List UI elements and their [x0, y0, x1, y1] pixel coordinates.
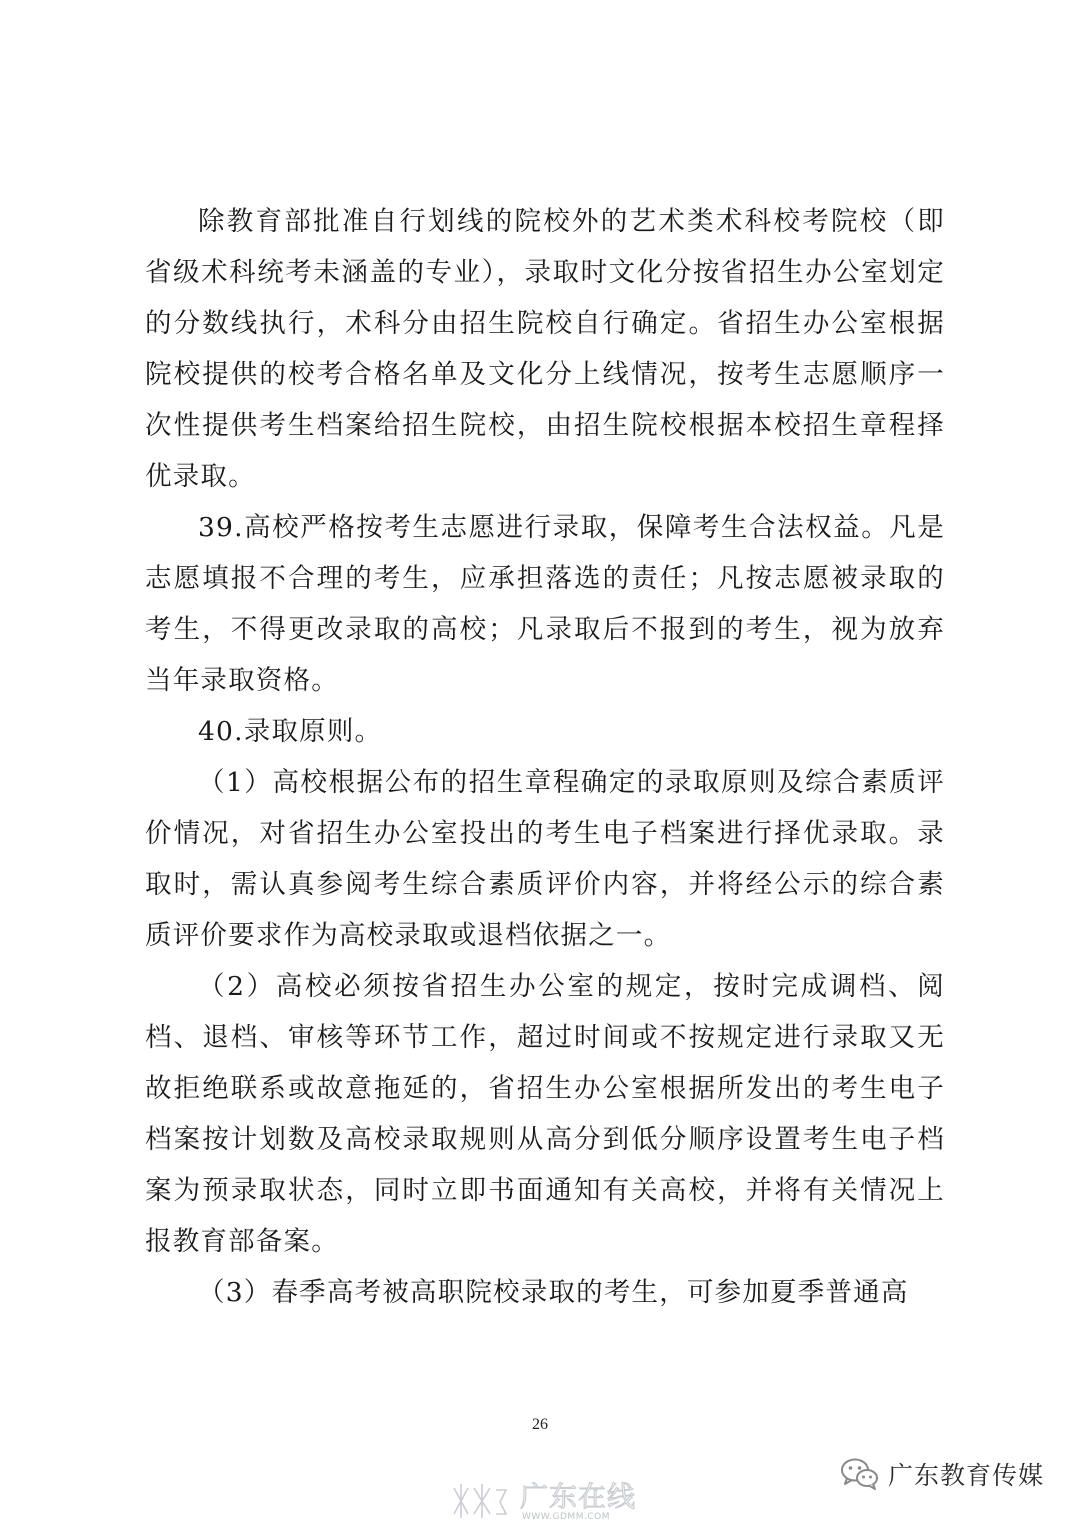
watermark-site-name: 广东在线: [520, 1480, 637, 1513]
paragraph-art-admission: 除教育部批准自行划线的院校外的艺术类术科校考院校（即省级术科统考未涵盖的专业），录取时文化分按省招生办公室划定的分数线执行，术科分由招生院校自行确定。省招生办公室根据院校提供的校考合格名单及文化分上线情况，按考生志愿顺序一次性提供考生档案给招生院校，由招生院校根据本校招生章程择优录取。: [145, 206, 945, 492]
document-body: [145, 196, 945, 1318]
watermark-site-url: WWW.GDMM.COM: [522, 1512, 610, 1522]
paragraph-item-39: 39.高校严格按考生志愿进行录取，保障考生合法权益。凡是志愿填报不合理的考生，应承担落选的责任；凡按志愿被录取的考生，不得更改录取的高校；凡录取后不报到的考生，视为放弃当年录取资格。: [145, 512, 945, 696]
wechat-account-name: 广东教育传媒: [888, 1461, 1045, 1490]
site-watermark: [450, 1482, 636, 1522]
page-number: 26: [532, 1416, 548, 1433]
wechat-icon: [840, 1456, 880, 1492]
gdmm-logo-icon: [450, 1482, 510, 1520]
paragraph-item-40-1: （1）高校根据公布的招生章程确定的录取原则及综合素质评价情况，对省招生办公室投出的考生电子档案进行择优录取。录取时，需认真参阅考生综合素质评价内容，并将经公示的综合素质评价要求作为高校录取或退档依据之一。: [145, 767, 945, 951]
paragraph-item-40-3: （3）春季高考被高职院校录取的考生，可参加夏季普通高: [198, 1277, 909, 1308]
paragraph-item-40-2: （2）高校必须按省招生办公室的规定，按时完成调档、阅档、退档、审核等环节工作，超过时间或不按规定进行录取又无故拒绝联系或故意拖延的，省招生办公室根据所发出的考生电子档案按计划数及高校录取规则从高分到低分顺序设置考生电子档案为预录取状态，同时立即书面通知有关高校，并将有关情况上报教育部备案。: [145, 971, 945, 1257]
paragraph-item-40-heading: 40.录取原则。: [198, 716, 383, 747]
wechat-account-badge: [840, 1456, 1044, 1492]
